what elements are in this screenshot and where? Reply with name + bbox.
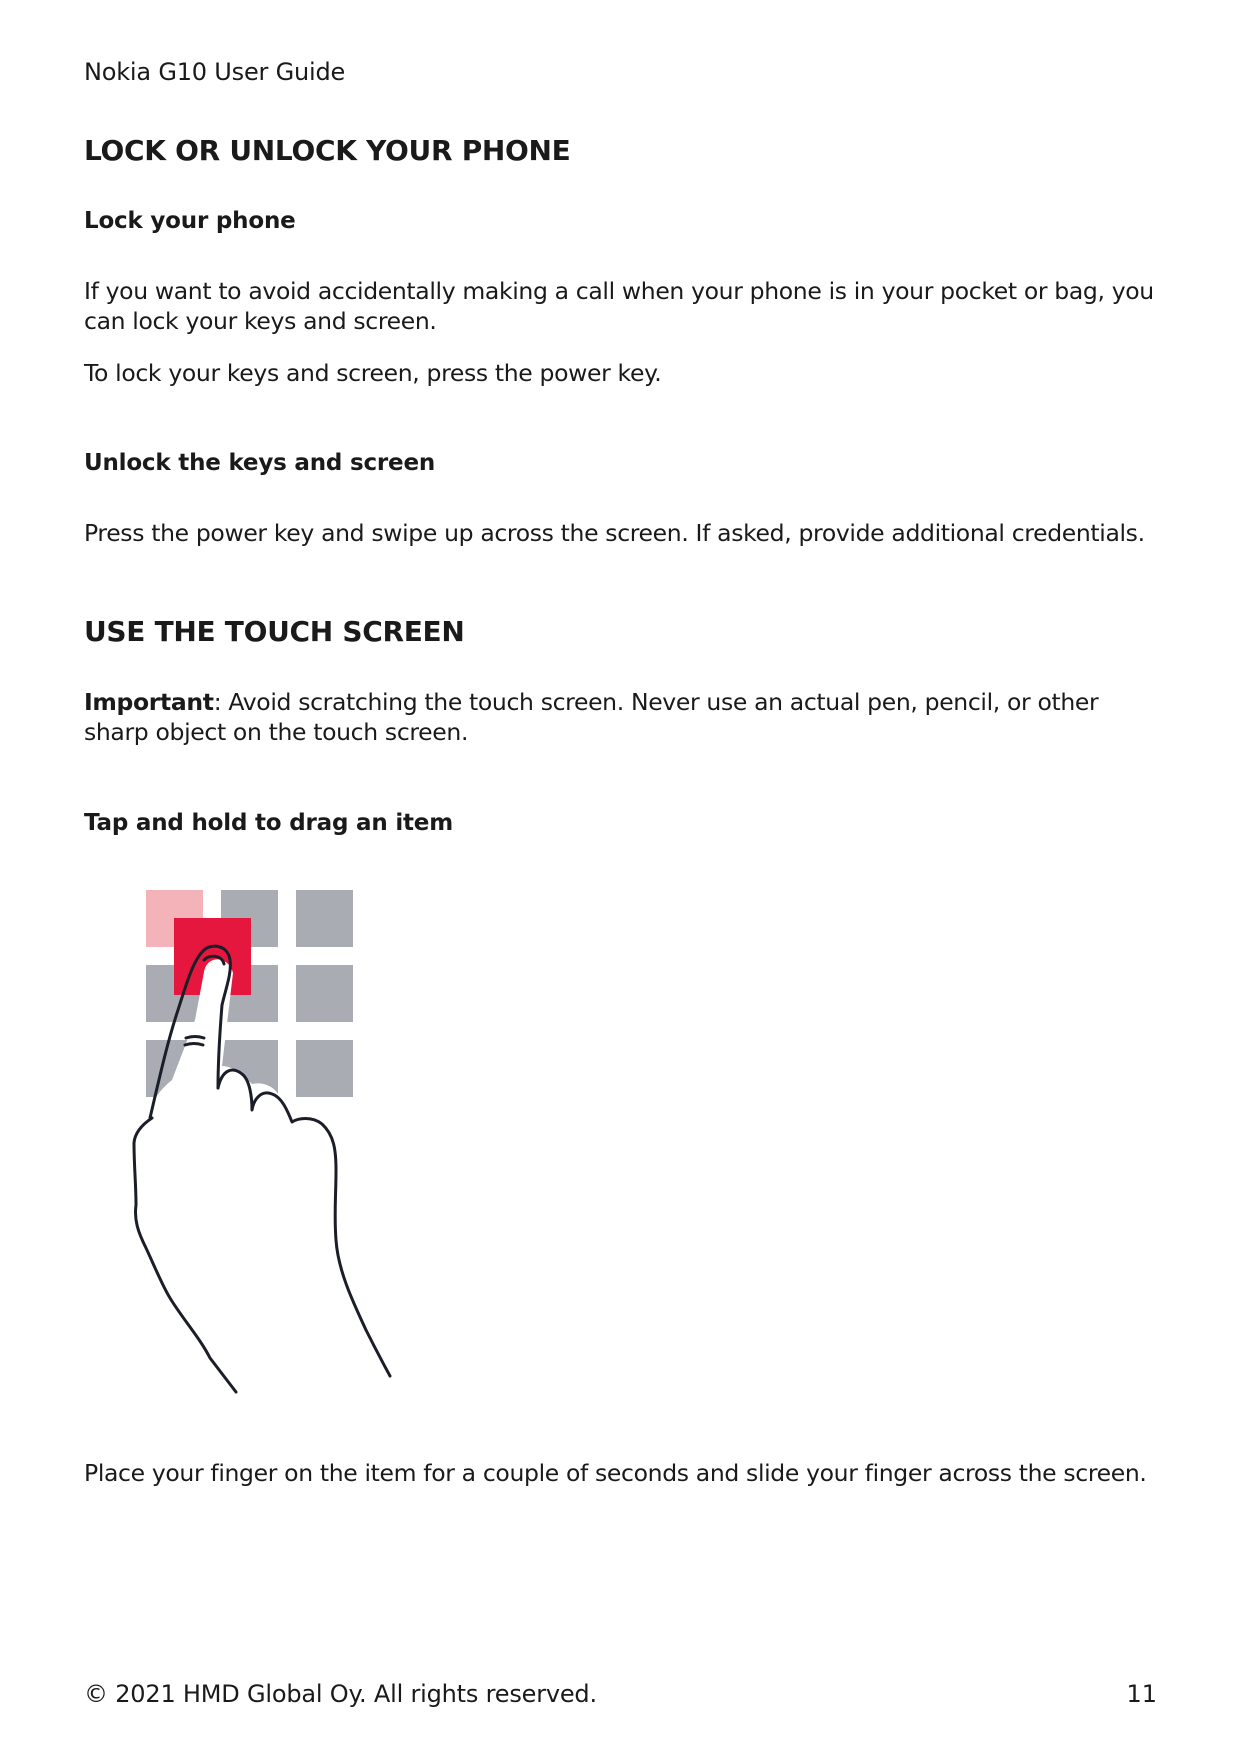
grid-tile — [296, 890, 353, 947]
subheading-lock-your-phone: Lock your phone — [84, 208, 296, 234]
grid-tile — [296, 965, 353, 1022]
subheading-tap-hold-drag: Tap and hold to drag an item — [84, 810, 453, 836]
document-header: Nokia G10 User Guide — [84, 58, 346, 86]
tap-and-hold-drag-icon — [130, 880, 410, 1404]
footer-copyright: © 2021 HMD Global Oy. All rights reserved. — [84, 1680, 597, 1708]
section-title-touch-screen: USE THE TOUCH SCREEN — [84, 615, 465, 648]
paragraph-unlock-instruction: Press the power key and swipe up across the screen. If asked, provide additional credentials. — [84, 519, 1145, 547]
paragraph-lock-intro: If you want to avoid accidentally making a call when your phone is in your pocket or bag, you can lock your keys and screen. — [84, 277, 1154, 335]
important-label: Important — [84, 688, 214, 716]
section-title-lock: LOCK OR UNLOCK YOUR PHONE — [84, 134, 571, 167]
paragraph-drag-instruction: Place your finger on the item for a couple of seconds and slide your finger across the screen. — [84, 1459, 1147, 1487]
important-text: : Avoid scratching the touch screen. Never use an actual pen, pencil, or other sharp object on the touch screen. — [84, 688, 1099, 746]
paragraph-important-note — [84, 687, 1164, 747]
grid-tile — [296, 1040, 353, 1097]
subheading-unlock: Unlock the keys and screen — [84, 450, 436, 476]
paragraph-lock-instruction: To lock your keys and screen, press the power key. — [84, 359, 662, 387]
page-number: 11 — [1126, 1680, 1157, 1708]
